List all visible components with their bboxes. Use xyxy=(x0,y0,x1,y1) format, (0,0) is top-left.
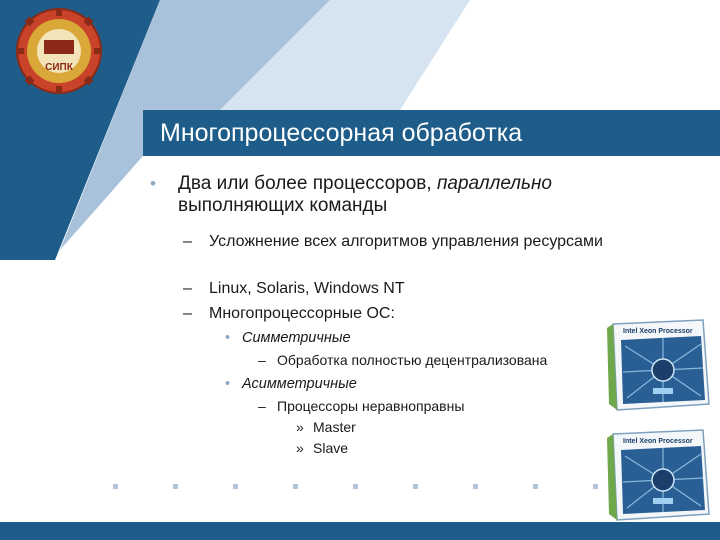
sub-bullet-3-text: Многопроцессорные ОС: xyxy=(209,305,395,322)
bottom-bar xyxy=(0,522,720,540)
dot xyxy=(353,484,358,489)
dot xyxy=(293,484,298,489)
symmetric-detail-text: Обработка полностью децентрализована xyxy=(277,352,548,368)
dot xyxy=(533,484,538,489)
box-1-label: Intel Xeon Processor xyxy=(623,328,693,335)
sub-bullet-2-text: Linux, Solaris, Windows NT xyxy=(209,280,405,297)
dash-marker: – xyxy=(258,352,266,368)
chevron-marker: » xyxy=(296,419,304,435)
main-bullet-cont: выполняющих команды xyxy=(178,195,388,216)
dot xyxy=(113,484,118,489)
master-text: Master xyxy=(313,419,356,435)
xeon-processor-box-2 xyxy=(603,426,713,522)
xeon-processor-box-1 xyxy=(603,316,713,412)
sub-bullet-1-text: Усложнение всех алгоритмов управления ресурсами xyxy=(209,233,603,250)
box-2-label: Intel Xeon Processor xyxy=(623,438,693,445)
dot xyxy=(593,484,598,489)
dot xyxy=(233,484,238,489)
logo-text: СИПК xyxy=(45,62,73,73)
bullet-marker: • xyxy=(225,330,231,346)
dot xyxy=(173,484,178,489)
dash-marker: – xyxy=(183,233,192,250)
dash-marker: – xyxy=(183,305,192,322)
dash-marker: – xyxy=(183,280,192,297)
dot xyxy=(413,484,418,489)
main-bullet-italic: параллельно xyxy=(436,173,552,194)
main-bullet-text: Два или более процессоров, xyxy=(178,173,437,194)
asymmetric-text: Асимметричные xyxy=(242,376,357,392)
asymmetric-detail-text: Процессоры неравноправны xyxy=(277,398,465,414)
bullet-marker: • xyxy=(150,174,156,193)
dash-marker: – xyxy=(258,398,266,414)
slave-text: Slave xyxy=(313,440,349,456)
symmetric-text: Симметричные xyxy=(242,330,351,346)
dot xyxy=(473,484,478,489)
chevron-marker: » xyxy=(296,440,304,456)
slide-title: Многопроцессорная обработка xyxy=(160,119,523,147)
bullet-marker: • xyxy=(225,376,231,392)
